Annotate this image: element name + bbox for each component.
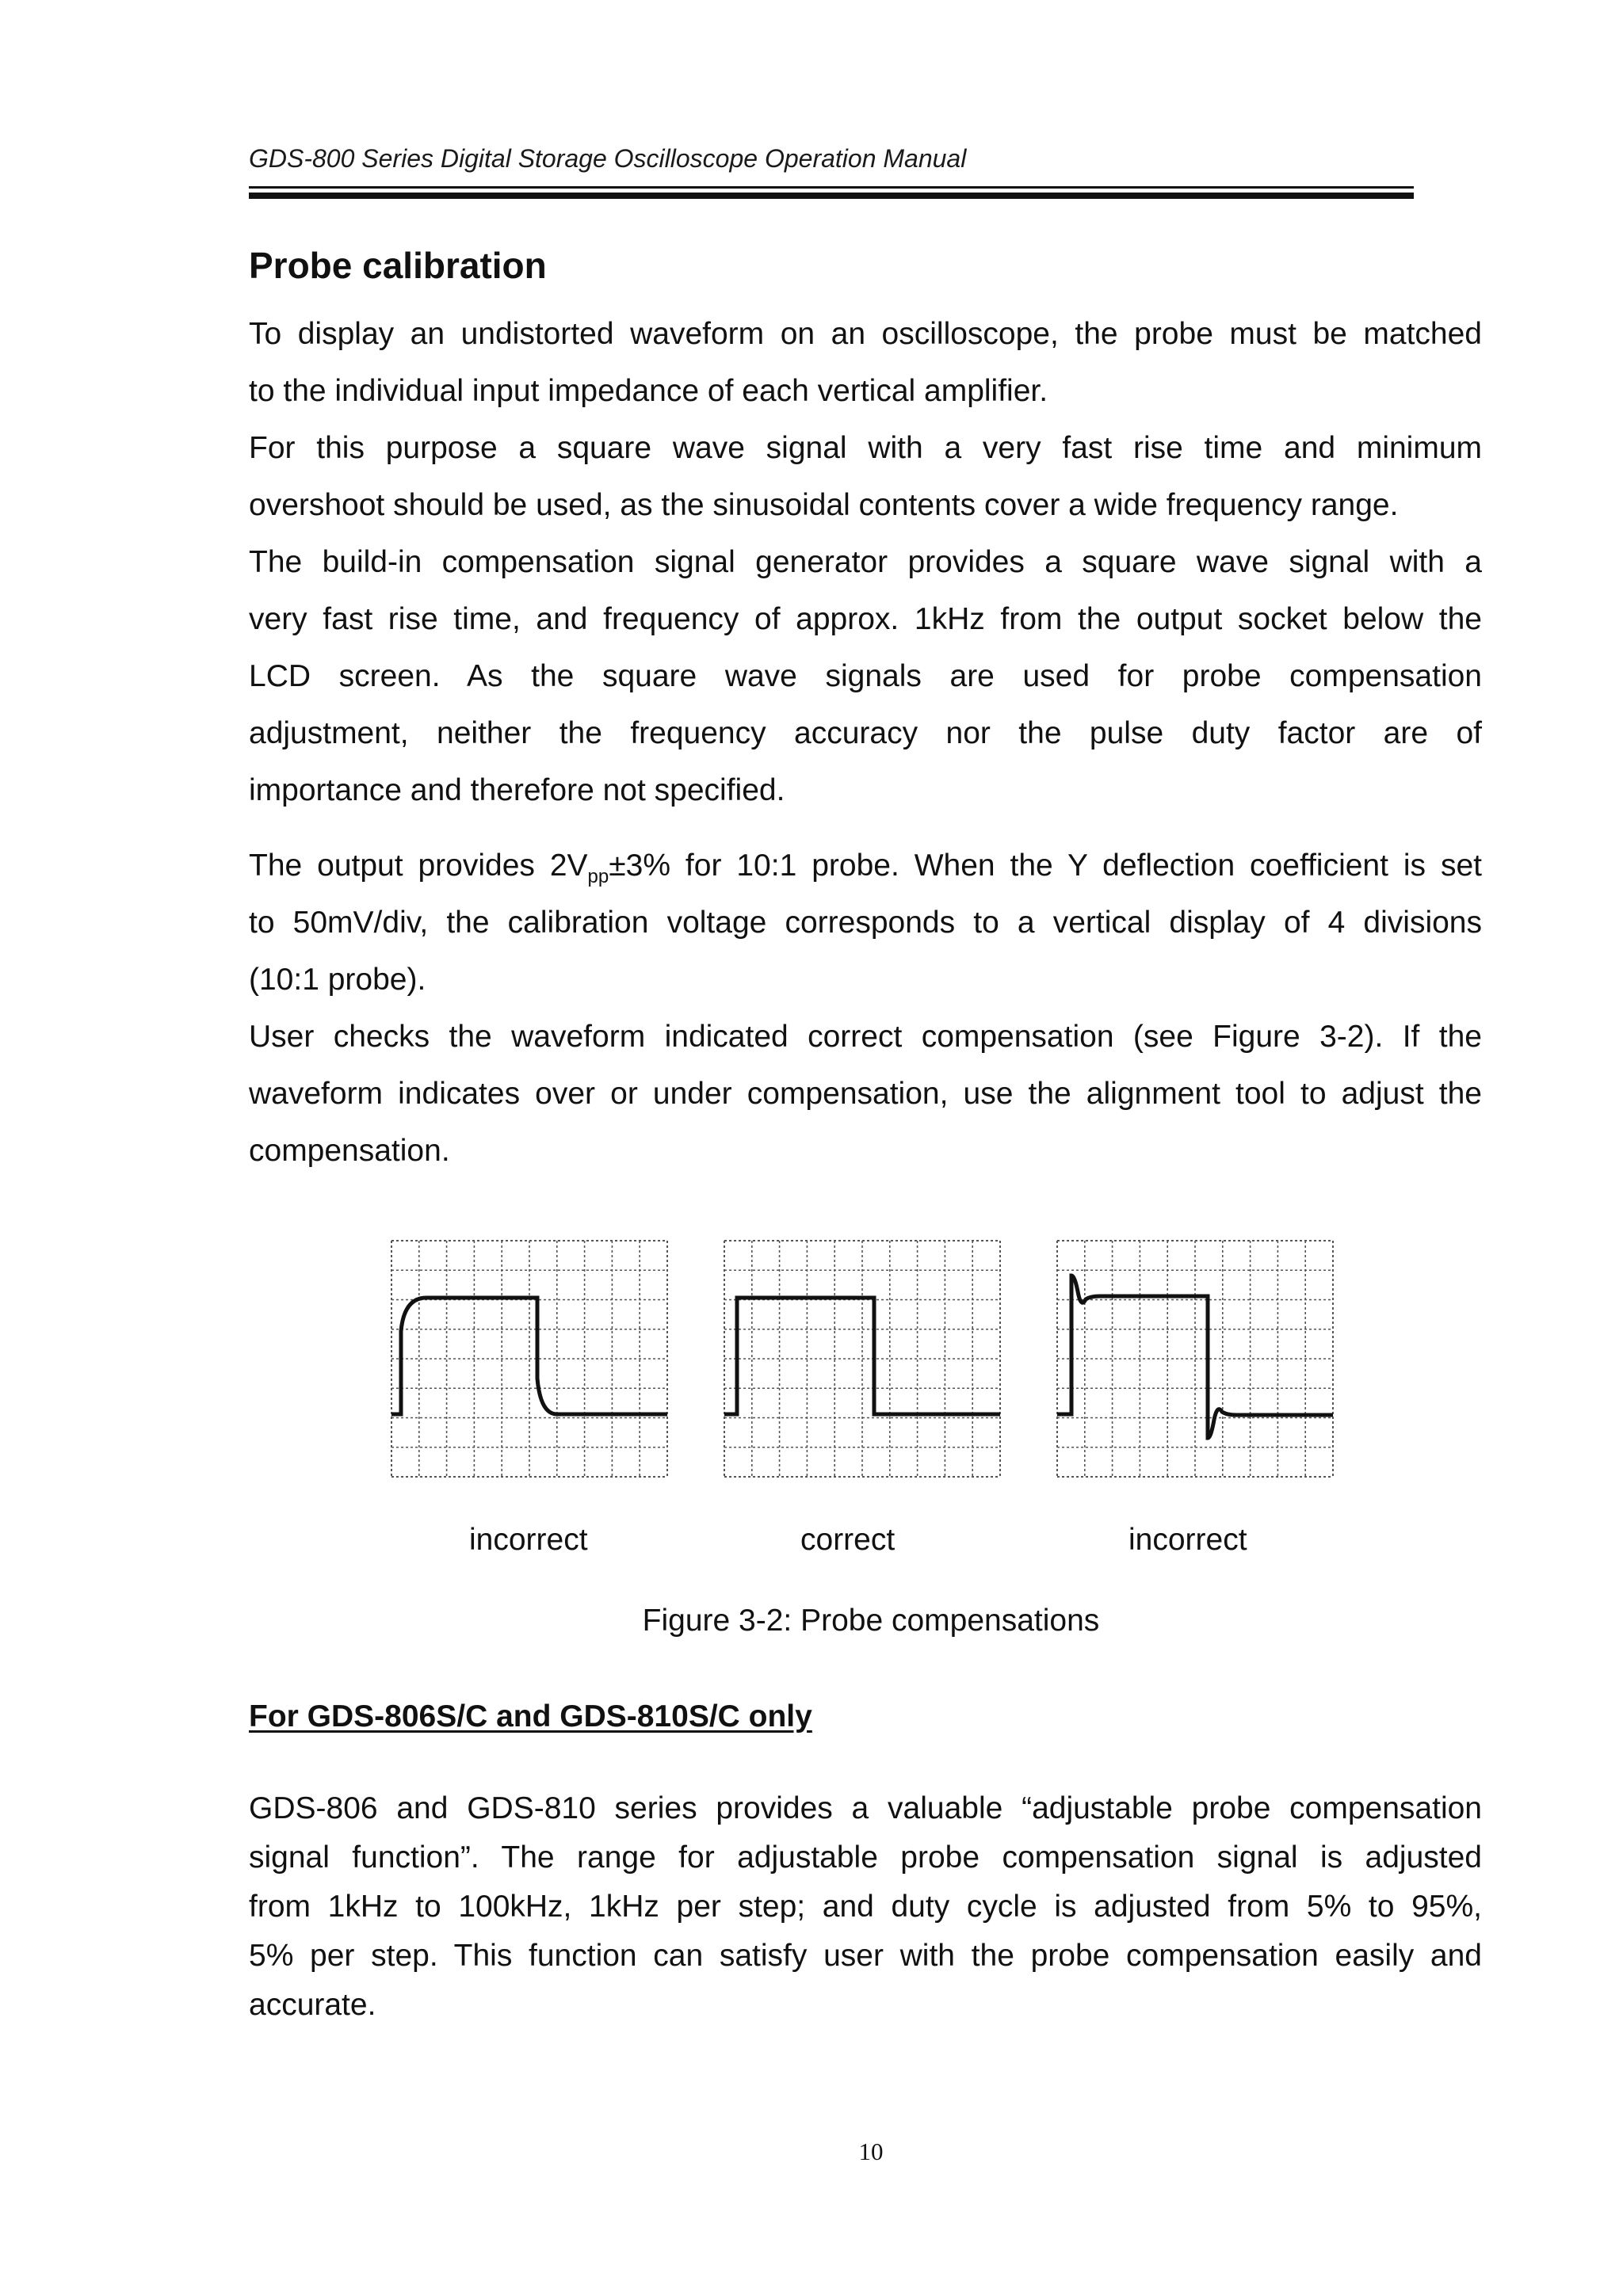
para-line: compensation. bbox=[249, 1134, 450, 1168]
scope-grid bbox=[1057, 1241, 1333, 1477]
figure-label-incorrect-1: incorrect bbox=[469, 1523, 588, 1557]
page-number: 10 bbox=[858, 2138, 884, 2165]
para-line: to the individual input impedance of each vertical amplifier. bbox=[249, 374, 1048, 408]
para-line: to 50mV/div, the calibration voltage corresponds to a vertical display of 4 divisions bbox=[249, 906, 1482, 940]
para-line-output bbox=[249, 849, 1482, 887]
para-line: signal function”. The range for adjustable probe compensation signal is adjusted bbox=[249, 1840, 1482, 1875]
para-line: For this purpose a square wave signal with a very fast rise time and minimum bbox=[249, 431, 1482, 465]
para-line: accurate. bbox=[249, 1988, 376, 2022]
para-line: importance and therefore not specified. bbox=[249, 773, 785, 807]
para-line: User checks the waveform indicated correct compensation (see Figure 3-2). If the bbox=[249, 1020, 1482, 1054]
waveform-correct bbox=[720, 1236, 1005, 1482]
para-line: (10:1 probe). bbox=[249, 963, 426, 997]
figure-label-incorrect-2: incorrect bbox=[1128, 1523, 1247, 1557]
para-line: The build-in compensation signal generator provides a square wave signal with a bbox=[249, 545, 1482, 579]
manual-title: GDS-800 Series Digital Storage Oscilloscope Operation Manual bbox=[249, 144, 967, 173]
output-sub: pp bbox=[587, 865, 609, 887]
scope-grid bbox=[724, 1241, 1000, 1477]
para-line: To display an undistorted waveform on an oscilloscope, the probe must be matched bbox=[249, 317, 1482, 351]
figure-label-correct: correct bbox=[800, 1523, 896, 1557]
output-post: ±3% for 10:1 probe. When the Y deflection coefficient is set bbox=[609, 849, 1482, 883]
header-rule-thick bbox=[249, 193, 1414, 199]
para-line: waveform indicates over or under compensation, use the alignment tool to adjust the bbox=[249, 1077, 1482, 1111]
section-title: Probe calibration bbox=[249, 245, 547, 286]
para-line: very fast rise time, and frequency of approx. 1kHz from the output socket below the bbox=[249, 602, 1482, 636]
para-line: GDS-806 and GDS-810 series provides a valuable “adjustable probe compensation bbox=[249, 1791, 1482, 1825]
scope-grid bbox=[391, 1241, 667, 1477]
header-rule-thin bbox=[249, 186, 1414, 189]
output-pre: The output provides 2V bbox=[249, 849, 588, 883]
waveform-overcompensated bbox=[1052, 1236, 1338, 1482]
para-line: overshoot should be used, as the sinusoidal contents cover a wide frequency range. bbox=[249, 488, 1399, 522]
para-line: 5% per step. This function can satisfy user with the probe compensation easily and bbox=[249, 1939, 1482, 1973]
model-specific-heading: For GDS-806S/C and GDS-810S/C only bbox=[249, 1699, 812, 1733]
para-line: LCD screen. As the square wave signals are used for probe compensation bbox=[249, 659, 1482, 693]
para-line: from 1kHz to 100kHz, 1kHz per step; and duty cycle is adjusted from 5% to 95%, bbox=[249, 1890, 1482, 1924]
para-line: adjustment, neither the frequency accuracy nor the pulse duty factor are of bbox=[249, 716, 1482, 750]
waveform-undercompensated bbox=[387, 1236, 672, 1482]
figure-caption: Figure 3-2: Probe compensations bbox=[642, 1604, 1100, 1638]
